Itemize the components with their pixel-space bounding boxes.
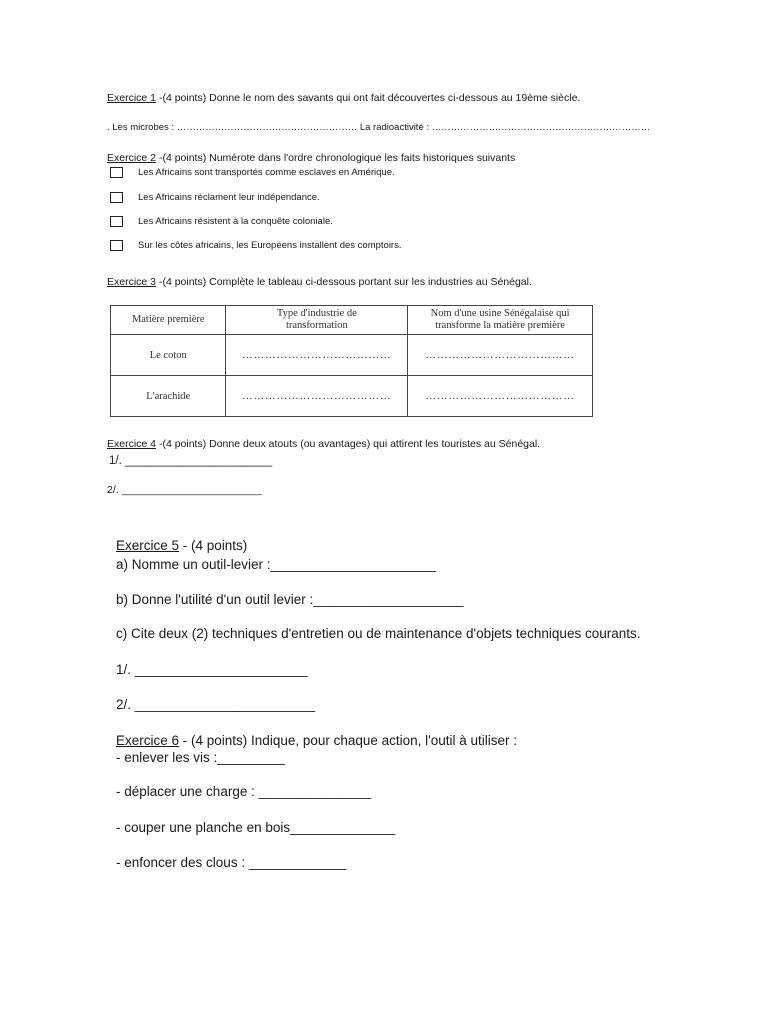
ex4-answer-2[interactable]: 2/. ________________________ — [107, 484, 262, 496]
ex2-item-label: Sur les côtes africains, les Européens installent des comptoirs. — [138, 240, 402, 251]
ex1-heading — [107, 92, 580, 104]
answer-cell[interactable]: ………………………………… — [408, 376, 593, 417]
ex6-item[interactable]: - enfoncer des clous : _____________ — [116, 855, 347, 870]
ex6-item[interactable]: - déplacer une charge : _______________ — [116, 784, 372, 799]
ex2-item — [110, 167, 395, 178]
ex2-item-label: Les Africains sont transportés comme esclaves en Amérique. — [138, 167, 395, 178]
order-checkbox[interactable] — [110, 216, 123, 227]
ex5-answer-1[interactable]: 1/. _______________________ — [116, 662, 308, 677]
ex6-heading — [116, 733, 517, 748]
ex5-question-a[interactable]: a) Nomme un outil-levier :______________________ — [116, 557, 436, 572]
order-checkbox[interactable] — [110, 192, 123, 203]
order-checkbox[interactable] — [110, 240, 123, 251]
ex4-text: -(4 points) Donne deux atouts (ou avantages) qui attirent les touristes au Sénégal. — [156, 438, 541, 450]
order-checkbox[interactable] — [110, 167, 123, 178]
ex2-item — [110, 216, 333, 227]
ex3-text: -(4 points) Complète le tableau ci-dessous portant sur les industries au Sénégal. — [156, 276, 532, 288]
ex4-answer-1[interactable]: 1/. _______________________ — [109, 455, 273, 467]
ex5-heading — [116, 538, 247, 553]
ex2-title: Exercice 2 — [107, 152, 157, 164]
answer-cell[interactable]: ………………………………… — [226, 335, 408, 376]
ex3-title: Exercice 3 — [107, 276, 157, 288]
ex5-text: - (4 points) — [179, 538, 248, 553]
ex5-title: Exercice 5 — [116, 538, 180, 553]
ex6-title: Exercice 6 — [116, 733, 180, 748]
ex2-item — [110, 192, 320, 203]
ex2-item — [110, 240, 402, 251]
ex2-item-label: Les Africains réclament leur indépendance. — [138, 192, 320, 203]
ex2-item-label: Les Africains résistent à la conquête coloniale. — [138, 216, 333, 227]
table-row — [111, 335, 593, 376]
industries-table — [110, 305, 593, 417]
ex1-answer-line: . Les microbes : ………………………………………………… La radioactivité : …………………………………………………………… — [107, 122, 651, 133]
ex1-title: Exercice 1 — [107, 92, 157, 104]
table-cell: Le coton — [111, 335, 226, 376]
table-row — [111, 376, 593, 417]
table-header-cell: Matière première — [111, 306, 226, 335]
ex6-item[interactable]: - couper une planche en bois______________ — [116, 820, 396, 835]
table-header-row — [111, 306, 593, 335]
answer-cell[interactable]: ………………………………… — [226, 376, 408, 417]
table-cell: L'arachide — [111, 376, 226, 417]
ex3-heading — [107, 276, 532, 288]
ex6-item[interactable]: - enlever les vis :_________ — [116, 750, 285, 765]
answer-cell[interactable]: ………………………………… — [408, 335, 593, 376]
ex1-text: -(4 points) Donne le nom des savants qui ont fait découvertes ci-dessous au 19ème siècle. — [156, 92, 581, 104]
ex6-text: - (4 points) Indique, pour chaque action, l'outil à utiliser : — [179, 733, 518, 748]
ex4-heading — [107, 438, 540, 450]
ex2-heading — [107, 152, 515, 164]
ex4-title: Exercice 4 — [107, 438, 157, 450]
ex5-question-c: c) Cite deux (2) techniques d'entretien ou de maintenance d'objets techniques courants. — [116, 626, 641, 641]
ex5-question-b[interactable]: b) Donne l'utilité d'un outil levier :____________________ — [116, 592, 464, 607]
ex2-text: -(4 points) Numérote dans l'ordre chronologique les faits historiques suivants — [156, 152, 516, 164]
table-header-cell: Nom d'une usine Sénégalaise qui transforme la matière première — [408, 306, 593, 335]
table-header-cell: Type d'industrie de transformation — [226, 306, 408, 335]
ex5-answer-2[interactable]: 2/. ________________________ — [116, 697, 315, 712]
